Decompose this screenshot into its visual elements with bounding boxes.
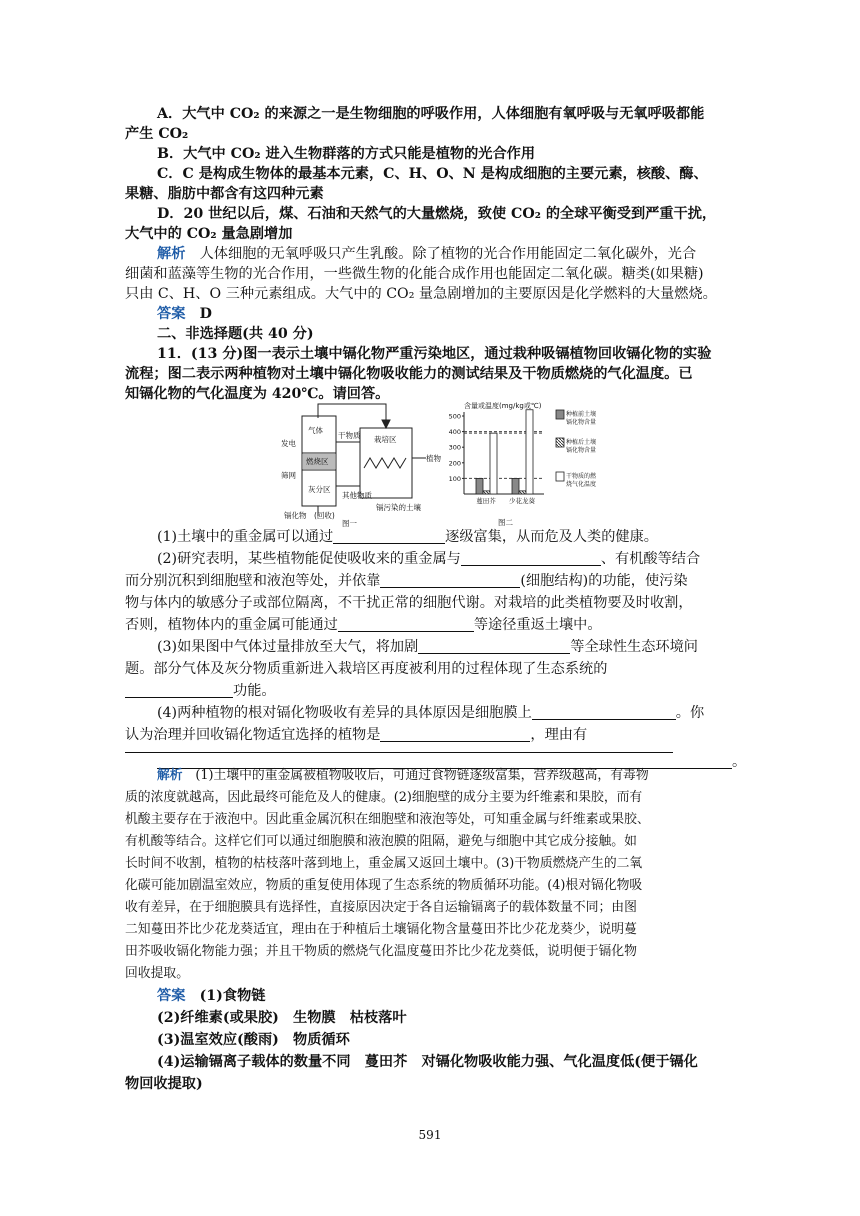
- legend-label: 种植后土壤镉化物含量: [566, 439, 597, 454]
- subq-2-line2: [125, 571, 735, 591]
- bar-1: [476, 478, 483, 494]
- subq-4-text-d: ，理由有: [530, 727, 588, 743]
- subq-2-line4: [125, 615, 735, 635]
- label-burn-zone: 燃烧区: [306, 457, 329, 466]
- y-tick-label: 500: [448, 412, 461, 421]
- explanation-11-line2: 质的浓度就越高，因此最终可能危及人的健康。(2)细胞壁的成分主要为纤维素和果胶，而有: [125, 790, 643, 805]
- subq-4-text-e: 。: [732, 754, 747, 770]
- answer-value: D: [199, 306, 212, 322]
- bar-2: [519, 491, 526, 494]
- answer-value: (1)食物链: [199, 988, 266, 1004]
- label-plant-area: 栽培区: [374, 435, 397, 444]
- subq-1: [157, 527, 735, 547]
- category-label: 蔓田芥: [476, 497, 496, 505]
- answer-blank[interactable]: [461, 551, 601, 566]
- explanation-11-line9: 田芥吸收镉化物能力强；并且干物质的燃烧气化温度蔓田芥比少花龙葵低，说明便于镉化物: [125, 944, 637, 959]
- subq-4-line1: [157, 703, 735, 723]
- answer-11-line3: (3)温室效应(酸雨) 物质循环: [157, 1032, 350, 1048]
- section-heading: 二、非选择题(共 40 分): [157, 326, 314, 342]
- label-gas: 气体: [308, 426, 323, 435]
- label-cadmium: 镉化物: [284, 511, 307, 520]
- subq-2-text-c: 而分别沉积到细胞壁和液泡等处，并依靠: [125, 573, 381, 589]
- option-a-line2: 产生 CO₂: [125, 126, 189, 142]
- legend-swatch: [556, 472, 564, 481]
- subq-1-text-a: (1)土壤中的重金属可以通过: [157, 529, 334, 545]
- option-c-line2: 果糖、脂肪中都含有这四种元素: [125, 186, 324, 202]
- subq-4-text-a: (4)两种植物的根对镉化物吸收有差异的具体原因是细胞膜上: [157, 705, 532, 721]
- option-d-line2: 大气中的 CO₂ 量急剧增加: [125, 226, 293, 242]
- bar-3: [526, 410, 533, 494]
- option-a-line1: A．大气中 CO₂ 的来源之一是生物细胞的呼吸作用，人体细胞有氧呼吸与无氧呼吸都能: [157, 106, 705, 122]
- y-tick-label: 400: [448, 428, 461, 437]
- explanation-10-line3: 只由 C、H、O 三种元素组成。大气中的 CO₂ 量急剧增加的主要原因是化学燃料的大量燃烧。: [125, 286, 717, 302]
- subq-3-text-d: 功能。: [233, 683, 276, 699]
- subq-1-text-b: 逐级富集，从而危及人类的健康。: [445, 529, 658, 545]
- answer-11-line2: (2)纤维素(或果胶) 生物膜 枯枝落叶: [157, 1010, 407, 1026]
- legend-label: 种植前土壤镉化物含量: [566, 411, 597, 426]
- y-tick-label: 300: [448, 443, 461, 452]
- answer-blank[interactable]: [333, 529, 445, 544]
- answer-11-line5: 物回收提取): [125, 1076, 203, 1092]
- label-recover: (回收): [314, 511, 335, 520]
- legend-swatch: [556, 410, 564, 419]
- answer-blank[interactable]: [418, 639, 570, 654]
- subq-2-text-d: (细胞结构)的功能，使污染: [520, 573, 688, 589]
- answer-11-line1: [157, 986, 735, 1006]
- explanation-label: 解析: [157, 246, 186, 262]
- explanation-11-line6: 化碳可能加剧温室效应，物质的重复使用体现了生态系统的物质循环功能。(4)根对镉化物吸: [125, 878, 643, 893]
- explanation-text: (1)土壤中的重金属被植物吸收后，可通过食物链逐级富集，营养级越高，有毒物: [195, 768, 649, 783]
- bar-1: [512, 478, 519, 494]
- answer-10: [157, 304, 735, 324]
- subq-3-text-a: (3)如果图中气体过量排放至大气，将加剧: [157, 639, 419, 655]
- answer-blank[interactable]: [125, 683, 233, 698]
- category-label: 少花龙葵: [509, 497, 535, 505]
- answer-11-line4: (4)运输镉离子载体的数量不同 蔓田芥 对镉化物吸收能力强、气化温度低(便于镉化: [157, 1054, 698, 1070]
- question-11-line3: 知镉化物的气化温度为 420℃。请回答。: [125, 386, 390, 402]
- subq-2-line1: [157, 549, 735, 569]
- subq-4-text-b: 。你: [675, 705, 705, 721]
- option-b: B．大气中 CO₂ 进入生物群落的方式只能是植物的光合作用: [157, 146, 536, 162]
- subq-2-line3: 物与体内的敏感分子或部位隔离，不干扰正常的细胞代谢。对栽培的此类植物要及时收割，: [125, 595, 693, 611]
- option-c-line1: C．C 是构成生物体的最基本元素，C、H、O、N 是构成细胞的主要元素，核酸、酶、: [157, 166, 708, 182]
- gas-arrow: [382, 420, 390, 428]
- explanation-10-line2: 细菌和蓝藻等生物的光合作用，一些微生物的化能合成作用也能固定二氧化碳。糖类(如果糖): [125, 266, 704, 282]
- subq-2-text-a: (2)研究表明，某些植物能促使吸收来的重金属与: [157, 551, 461, 567]
- explanation-11-line3: 机酸主要存在于液泡中。因此重金属沉积在细胞壁和液泡等处，可知重金属与纤维素或果胶、: [125, 812, 650, 827]
- subq-3-line2: 题。部分气体及灰分物质重新进入栽培区再度被利用的过程体现了生态系统的: [125, 661, 608, 677]
- subq-2-text-g: 等途径重返土壤中。: [473, 617, 602, 633]
- answer-blank[interactable]: [380, 573, 520, 588]
- y-tick-label: 100: [448, 474, 461, 483]
- subq-4-text-c: 认为治理并回收镉化物适宜选择的植物是: [125, 727, 381, 743]
- figure-1-caption: 图一: [342, 519, 357, 528]
- answer-label: 答案: [157, 988, 186, 1004]
- subq-3-line3: [125, 681, 735, 701]
- label-generate: 发电: [281, 439, 296, 448]
- explanation-11-line10: 回收提取。: [125, 966, 189, 981]
- y-tick-label: 200: [448, 459, 461, 468]
- legend-label: 干物质的燃烧气化温度: [566, 473, 597, 488]
- label-soil: 镉污染的土壤: [376, 503, 421, 512]
- legend-swatch: [556, 438, 564, 447]
- explanation-11-line1: [157, 766, 735, 786]
- explanation-label: 解析: [157, 768, 183, 783]
- label-plant: 植物: [426, 454, 441, 463]
- question-11-line2: 流程；图二表示两种植物对土壤中镉化物吸收能力的测试结果及干物质燃烧的气化温度。已: [125, 366, 693, 382]
- explanation-11-line8: 二知蔓田芥比少花龙葵适宜，理由在于种植后土壤镉化物含量蔓田芥比少花龙葵少，说明蔓: [125, 922, 637, 937]
- answer-blank[interactable]: [532, 705, 676, 720]
- plant-shapes: [364, 458, 406, 468]
- page-number: 591: [418, 1128, 442, 1142]
- subq-3-text-b: 等全球性生态环境问: [570, 639, 698, 655]
- explanation-text: 人体细胞的无氧呼吸只产生乳酸。除了植物的光合作用能固定二氧化碳外，光合: [199, 246, 697, 262]
- label-ash-zone: 灰分区: [308, 485, 331, 494]
- explanation-10-line1: [157, 244, 735, 264]
- figure-2-chart: [444, 398, 614, 528]
- bar-3: [490, 433, 497, 494]
- label-screen: 筛网: [281, 471, 296, 480]
- figure-2-caption: 图二: [498, 518, 513, 527]
- chart-ylabel: 含量或温度(mg/kg或℃): [464, 402, 542, 410]
- answer-label: 答案: [157, 306, 186, 322]
- figure-1-diagram: [278, 398, 448, 528]
- explanation-11-line7: 收有差异，在于细胞膜具有选择性，直接原因决定于各自运输镉离子的载体数量不同；由图: [125, 900, 637, 915]
- subq-2-text-b: 、有机酸等结合: [600, 551, 701, 567]
- question-11-line1: 11．(13 分)图一表示土壤中镉化物严重污染地区，通过栽种吸镉植物回收镉化物的实验: [157, 346, 712, 362]
- answer-blank[interactable]: [125, 738, 673, 753]
- option-d-line1: D．20 世纪以后，煤、石油和天然气的大量燃烧，致使 CO₂ 的全球平衡受到严重干扰，: [157, 206, 717, 222]
- explanation-11-line5: 长时间不收割，植物的枯枝落叶落到地上，重金属又返回土壤中。(3)干物质燃烧产生的二氧: [125, 856, 643, 871]
- answer-blank[interactable]: [338, 617, 474, 632]
- bar-2: [483, 491, 490, 494]
- subq-3-line1: [157, 637, 735, 657]
- subq-2-text-f: 否则，植物体内的重金属可能通过: [125, 617, 338, 633]
- gas-pipe: [318, 404, 386, 424]
- label-dry-matter: 干物质: [338, 431, 361, 440]
- label-other: 其他物质: [342, 491, 372, 500]
- explanation-11-line4: 有机酸等结合。这样它们可以通过细胞膜和液泡膜的阻隔，避免与细胞中其它成分接触。如: [125, 834, 637, 849]
